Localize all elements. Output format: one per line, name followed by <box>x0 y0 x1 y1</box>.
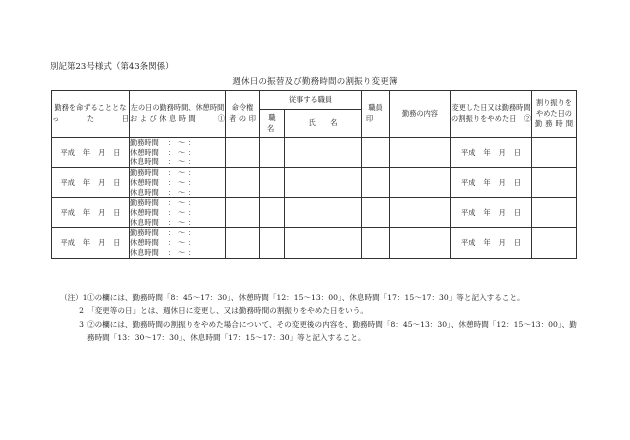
time-separator: ： <box>168 147 176 157</box>
time-label: 休憩時間 <box>130 208 159 218</box>
table-row <box>52 198 577 228</box>
form-number-label: 別記第23号様式（第43条関係） <box>50 62 174 72</box>
time-label: 勤務時間 <box>130 228 159 238</box>
date-part: 日 <box>113 238 121 248</box>
time-separator: 〜 <box>178 247 186 257</box>
time-separator: 〜 <box>178 238 186 248</box>
header-changed-date: 変更した日又は勤務時間の割振りをやめた日 ② <box>451 91 532 138</box>
time-separator: ： <box>188 198 196 208</box>
note-text: ②の欄には、勤務時間の割振りをやめた場合について、その変更後の内容を、勤務時間「8：45〜13：30」、休憩時間「12：15〜13：00」、勤務時間「13：30〜17：30」、休息時間「17：15〜17：30」等と記入すること。 <box>87 319 577 342</box>
time-separator: 〜 <box>178 187 186 197</box>
time-label: 休息時間 <box>130 187 159 197</box>
cancelled-hours-cell[interactable] <box>532 198 577 228</box>
time-label: 休憩時間 <box>130 238 159 248</box>
staff-seal-cell[interactable] <box>362 138 390 168</box>
time-label: 勤務時間 <box>130 168 159 178</box>
date-part: 日 <box>113 147 121 157</box>
date-part: 平成 <box>461 238 476 248</box>
note-item <box>60 318 580 345</box>
changed-date-cell[interactable] <box>451 168 532 198</box>
date-part: 年 <box>82 238 91 248</box>
time-line <box>130 148 225 158</box>
work-content-cell[interactable] <box>390 138 451 168</box>
date-part: 年 <box>483 147 491 157</box>
date-part: 月 <box>498 238 506 248</box>
date-part: 平成 <box>461 177 476 187</box>
changed-date-cell[interactable] <box>451 198 532 228</box>
time-line <box>130 238 225 248</box>
note-item <box>60 304 580 317</box>
time-label: 休憩時間 <box>130 147 159 157</box>
date-part: 平成 <box>461 147 476 157</box>
time-line <box>130 198 225 208</box>
time-label: 休息時間 <box>130 247 159 257</box>
staff-title-cell[interactable] <box>260 138 285 168</box>
staff-seal-cell[interactable] <box>362 168 390 198</box>
date-part: 月 <box>98 238 106 248</box>
time-separator: ： <box>188 217 196 227</box>
header-order-date: 勤務を命ずることとなった日 <box>52 91 130 138</box>
time-separator: ： <box>168 228 176 238</box>
time-separator: ： <box>168 138 176 147</box>
time-separator: ： <box>188 138 196 147</box>
time-separator: ： <box>188 157 196 167</box>
time-separator: 〜 <box>178 217 186 227</box>
date-part: 平成 <box>60 238 75 248</box>
work-content-cell[interactable] <box>390 198 451 228</box>
time-line <box>130 218 225 228</box>
staff-title-cell[interactable] <box>260 228 285 258</box>
header-staff-seal: 職員印 <box>362 91 390 138</box>
header-staff-title: 職名 <box>260 110 285 138</box>
staff-name-cell[interactable] <box>285 198 362 228</box>
work-content-cell[interactable] <box>390 228 451 258</box>
time-separator: 〜 <box>178 157 186 167</box>
time-separator: ： <box>168 168 176 178</box>
time-separator: ： <box>168 187 176 197</box>
time-separator: ： <box>188 187 196 197</box>
changed-date-cell[interactable] <box>451 228 532 258</box>
header-work-times: 左の日の勤務時間、休憩時間および休息時間 ① <box>130 91 226 138</box>
time-separator: ： <box>168 198 176 208</box>
order-date-cell[interactable] <box>52 228 130 258</box>
note-text: ①の欄には、勤務時間「8：45〜17：30」、休憩時間「12：15〜13：00」、休息時間「17：15〜17：30」等と記入すること。 <box>87 293 525 302</box>
note-number: （注）1 <box>60 293 88 302</box>
date-part: 年 <box>82 147 91 157</box>
time-line <box>130 157 225 167</box>
table-row <box>52 138 577 168</box>
form-title: 週休日の振替及び勤務時間の割振り変更簿 <box>232 77 398 87</box>
staff-name-cell[interactable] <box>285 228 362 258</box>
note-text: 「変更等の日」とは、週休日に変更し、又は勤務時間の割振りをやめた日をいう。 <box>87 306 368 316</box>
cancelled-hours-cell[interactable] <box>532 168 577 198</box>
header-staff-name: 氏 名 <box>285 110 362 138</box>
date-part: 日 <box>513 207 522 217</box>
time-separator: ： <box>168 157 176 167</box>
header-work-content: 勤務の内容 <box>390 91 451 138</box>
date-part: 月 <box>98 147 106 157</box>
date-part: 日 <box>113 177 121 187</box>
header-staff: 従事する職員 <box>260 91 362 110</box>
approver-seal-cell[interactable] <box>226 168 260 198</box>
header-approver-seal: 命令権者の印 <box>226 91 260 138</box>
date-part: 年 <box>483 238 491 248</box>
time-separator: ： <box>188 238 196 248</box>
note-number: 3 <box>79 319 84 329</box>
changed-date-cell[interactable] <box>451 138 532 168</box>
time-separator: 〜 <box>178 138 186 147</box>
date-part: 年 <box>483 207 491 217</box>
date-part: 平成 <box>461 207 476 217</box>
order-date-cell[interactable] <box>52 138 130 168</box>
time-separator: ： <box>168 208 176 218</box>
staff-name-cell[interactable] <box>285 138 362 168</box>
order-date-cell[interactable] <box>52 198 130 228</box>
time-label: 勤務時間 <box>130 198 159 208</box>
staff-title-cell[interactable] <box>260 168 285 198</box>
time-separator: ： <box>168 247 176 257</box>
work-times-cell[interactable] <box>130 138 226 168</box>
time-separator: ： <box>168 238 176 248</box>
time-line <box>130 178 225 188</box>
date-part: 平成 <box>60 147 75 157</box>
time-separator: 〜 <box>178 177 186 187</box>
date-part: 月 <box>498 177 506 187</box>
cancelled-hours-cell[interactable] <box>532 228 577 258</box>
time-line <box>130 138 225 148</box>
work-times-cell[interactable] <box>130 228 226 258</box>
time-line <box>130 208 225 218</box>
note-number: 2 <box>79 306 84 316</box>
time-label: 休息時間 <box>130 157 159 167</box>
date-part: 年 <box>82 207 91 217</box>
date-part: 月 <box>498 207 506 217</box>
time-separator: ： <box>188 177 196 187</box>
date-part: 日 <box>513 238 522 248</box>
staff-seal-cell[interactable] <box>362 228 390 258</box>
work-times-cell[interactable] <box>130 168 226 198</box>
date-part: 日 <box>513 177 522 187</box>
time-separator: ： <box>188 247 196 257</box>
work-content-cell[interactable] <box>390 168 451 198</box>
date-part: 月 <box>98 207 106 217</box>
date-part: 日 <box>513 147 522 157</box>
time-line <box>130 168 225 178</box>
time-label: 休憩時間 <box>130 177 159 187</box>
table-row <box>52 168 577 198</box>
time-separator: 〜 <box>178 208 186 218</box>
cancelled-hours-cell[interactable] <box>532 138 577 168</box>
time-label: 休息時間 <box>130 217 159 227</box>
time-line <box>130 188 225 198</box>
date-part: 平成 <box>60 207 75 217</box>
time-separator: 〜 <box>178 147 186 157</box>
time-label: 勤務時間 <box>130 138 159 147</box>
time-line <box>130 228 225 238</box>
staff-title-cell[interactable] <box>260 198 285 228</box>
note-item <box>60 291 580 304</box>
table-row <box>52 228 577 258</box>
staff-name-cell[interactable] <box>285 168 362 198</box>
approver-seal-cell[interactable] <box>226 198 260 228</box>
date-part: 年 <box>483 177 491 187</box>
date-part: 年 <box>82 177 91 187</box>
time-separator: 〜 <box>178 198 186 208</box>
time-separator: ： <box>168 217 176 227</box>
register-table <box>51 90 577 259</box>
approver-seal-cell[interactable] <box>226 228 260 258</box>
time-separator: 〜 <box>178 228 186 238</box>
date-part: 平成 <box>60 177 75 187</box>
time-line <box>130 248 225 258</box>
staff-seal-cell[interactable] <box>362 198 390 228</box>
work-times-cell[interactable] <box>130 198 226 228</box>
approver-seal-cell[interactable] <box>226 138 260 168</box>
notes-section <box>60 291 580 344</box>
time-separator: ： <box>168 177 176 187</box>
order-date-cell[interactable] <box>52 168 130 198</box>
time-separator: ： <box>188 168 196 178</box>
time-separator: ： <box>188 147 196 157</box>
date-part: 月 <box>98 177 106 187</box>
time-separator: ： <box>188 208 196 218</box>
date-part: 月 <box>498 147 506 157</box>
header-cancelled-hours: 割り振りをやめた日の勤務時間 <box>532 91 577 138</box>
time-separator: 〜 <box>178 168 186 178</box>
time-separator: ： <box>188 228 196 238</box>
date-part: 日 <box>113 207 121 217</box>
